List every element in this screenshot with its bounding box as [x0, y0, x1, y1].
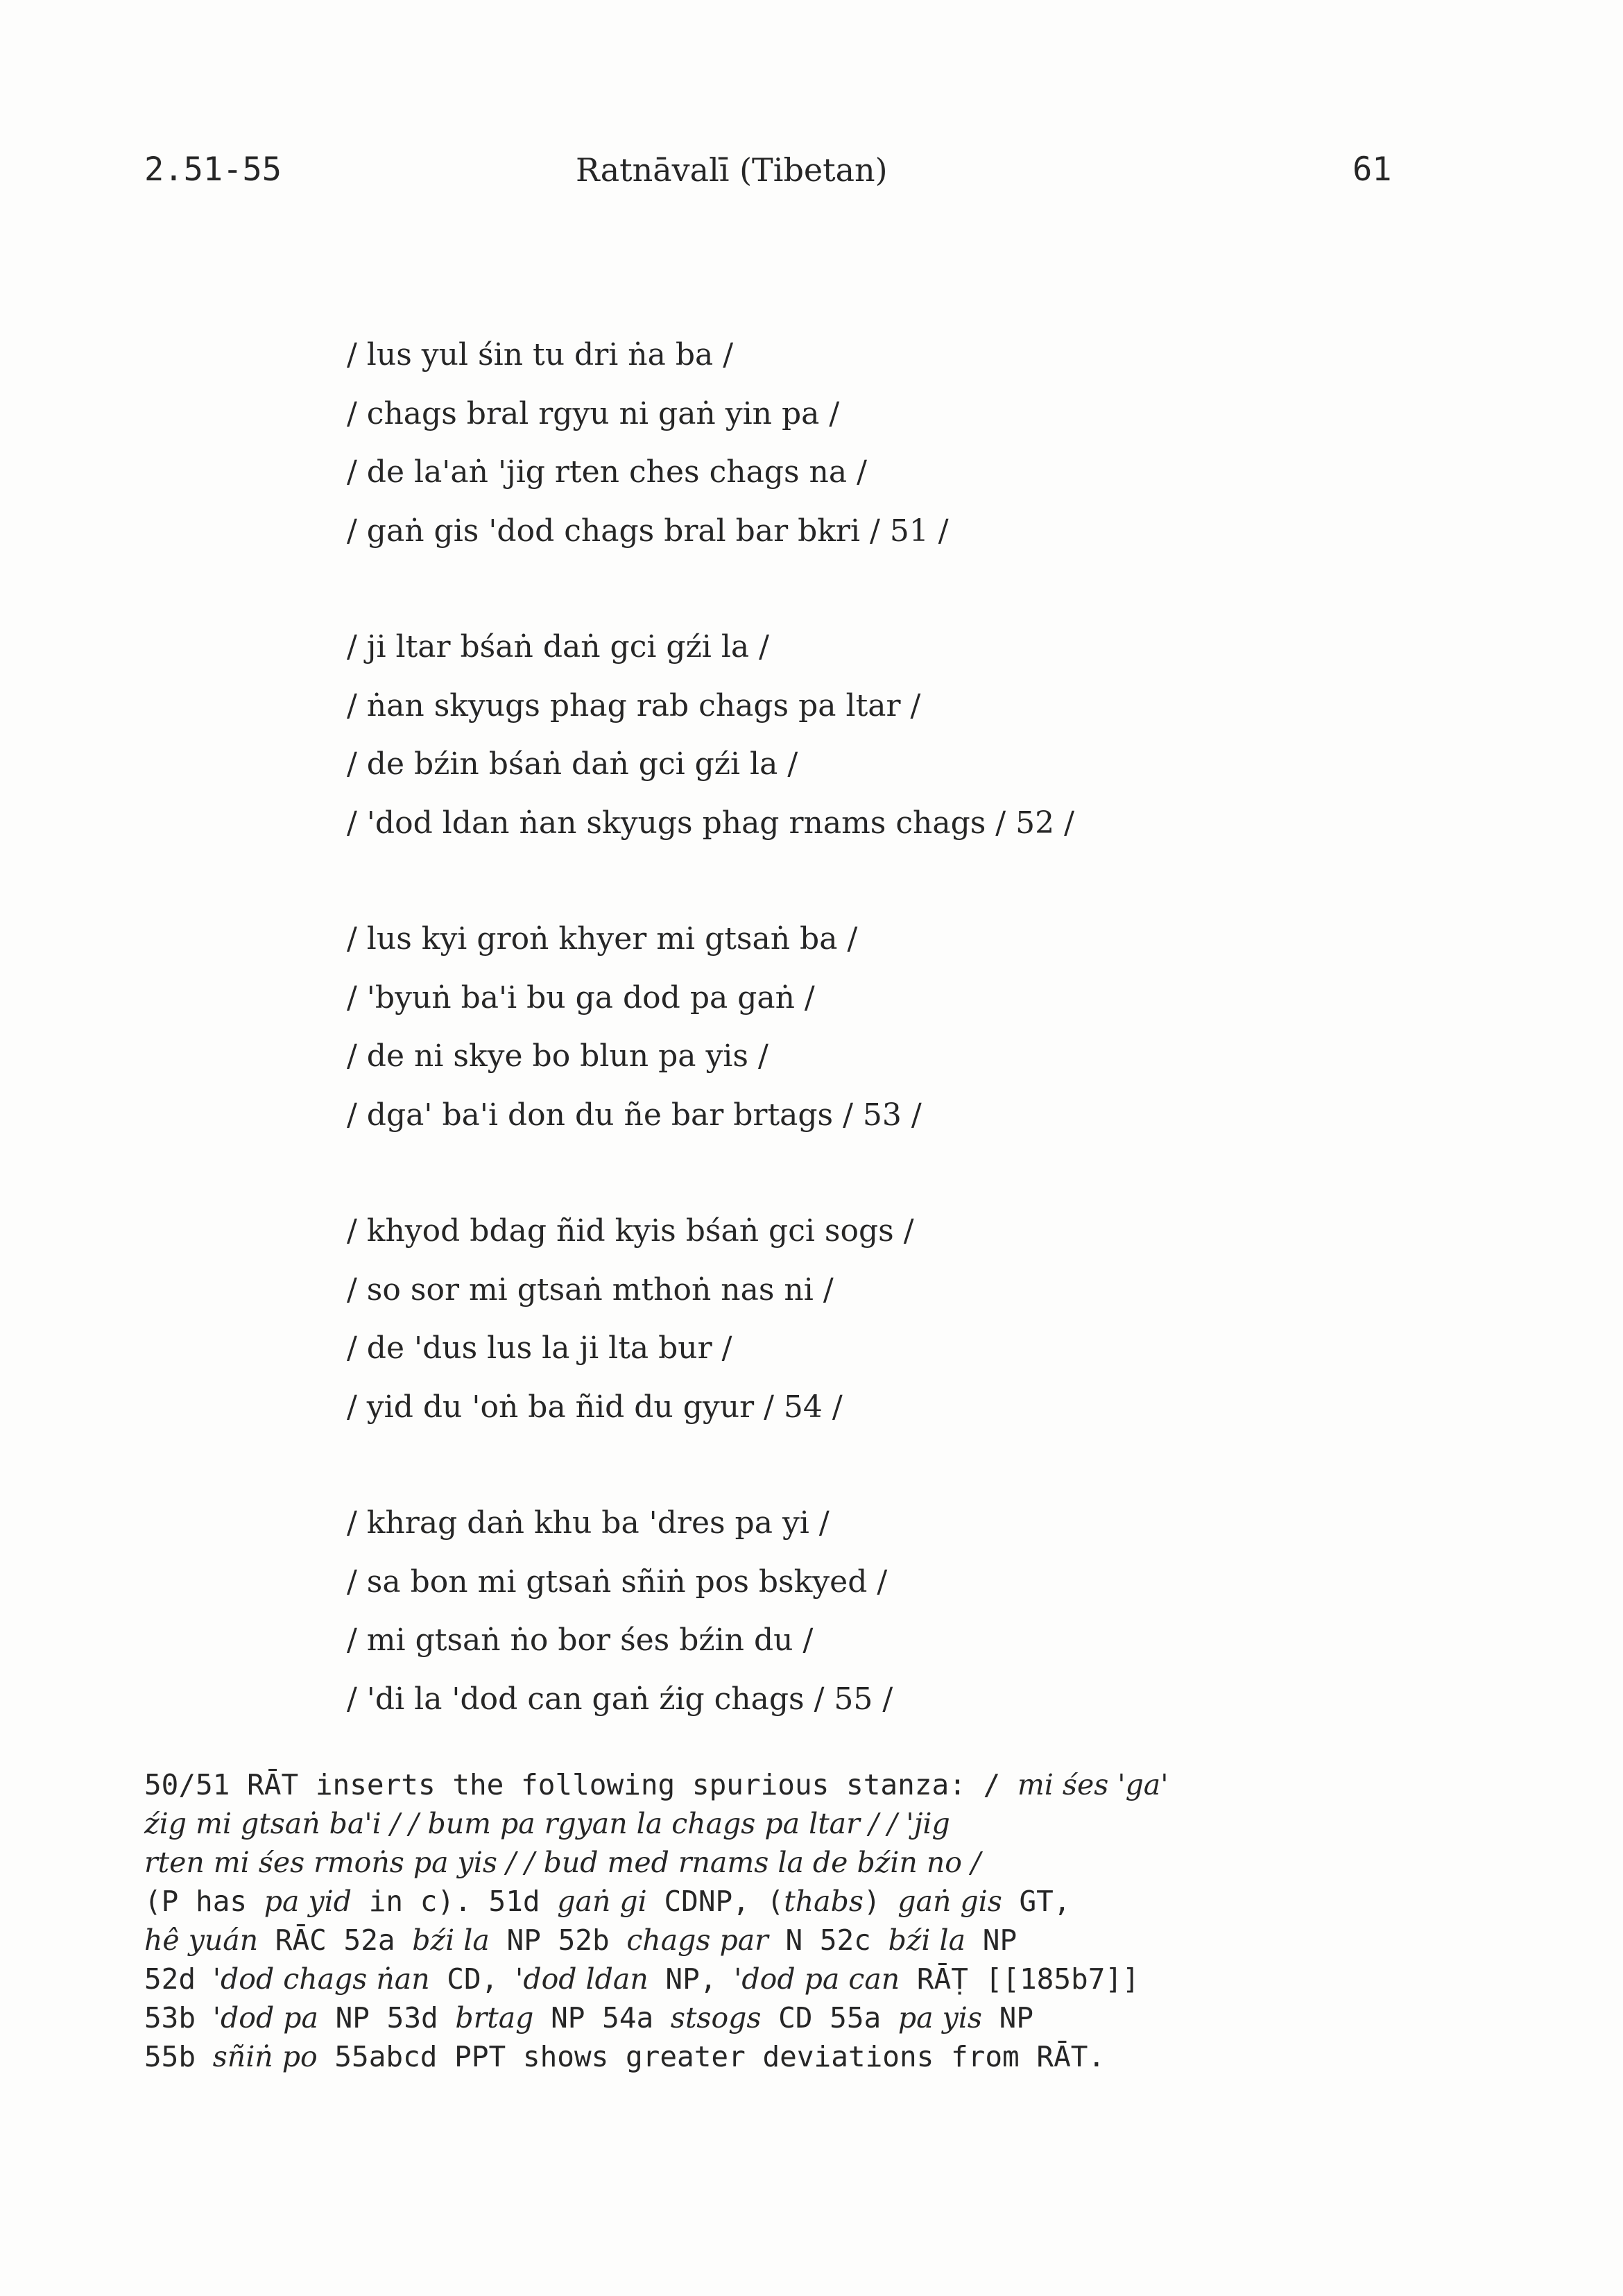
verse-line: / 'byuṅ ba'i bu ga dod pa gaṅ /: [347, 979, 815, 1016]
note-variant: źig mi gtsaṅ ba'i / / bum pa rgyan la chags pa ltar / / 'jig: [144, 1807, 950, 1840]
note-text: NP 52b: [489, 1924, 627, 1957]
note-text: NP: [981, 2001, 1034, 2034]
verse-line: / lus kyi groṅ khyer mi gtsaṅ ba /: [347, 921, 858, 957]
stanza-53: [347, 910, 1526, 1145]
verse-line: / de bźin bśaṅ daṅ gci gźi la /: [347, 746, 798, 782]
note-text: NP: [965, 1924, 1017, 1957]
verse-line: / khyod bdag ñid kyis bśaṅ gci sogs /: [347, 1213, 914, 1249]
section-range: 2.51-55: [144, 151, 282, 189]
note-text: CD 55a: [761, 2001, 898, 2034]
note-text: 50/51 RĀT inserts the following spurious stanza: /: [144, 1768, 1017, 1801]
note-text: 53b: [144, 2001, 213, 2034]
verse-line: / ṅan skyugs phag rab chags pa ltar /: [347, 687, 921, 723]
note-variant: 'dod pa: [212, 2001, 318, 2034]
verse-line: / sa bon mi gtsaṅ sñiṅ pos bskyed /: [347, 1563, 888, 1600]
apparatus-line: [144, 1921, 1476, 1960]
apparatus-line: [144, 1882, 1476, 1921]
note-variant: hê yuán: [144, 1924, 259, 1957]
note-variant: rten mi śes rmoṅs pa yis / / bud med rnams la de bźin no /: [144, 1846, 981, 1879]
stanza-51: [347, 326, 1526, 560]
verse-line: / dga' ba'i don du ñe bar brtags / 53 /: [347, 1097, 922, 1133]
note-variant: mi śes 'ga': [1017, 1768, 1169, 1801]
note-text: in c). 51d: [352, 1885, 558, 1918]
note-text: NP 53d: [318, 2001, 456, 2034]
note-text: RĀṬ [[185b7]]: [900, 1962, 1140, 1996]
note-variant: pa yis: [898, 2001, 982, 2034]
note-variant: bźi la: [888, 1924, 966, 1957]
note-text: CDNP, (: [646, 1885, 784, 1918]
apparatus-line: [144, 2037, 1476, 2076]
verse-line: / de 'dus lus la ji lta bur /: [347, 1330, 732, 1366]
note-variant: chags par: [626, 1924, 768, 1957]
verse-line: / mi gtsaṅ ṅo bor śes bźin du /: [347, 1622, 814, 1658]
verse-line: / gaṅ gis 'dod chags bral bar bkri / 51 /: [347, 513, 949, 549]
note-text: RĀC 52a: [258, 1924, 413, 1957]
note-text: NP,: [648, 1962, 735, 1996]
verse-line: / lus yul śin tu dri ṅa ba /: [347, 337, 734, 372]
stanza-52: [347, 618, 1526, 853]
note-variant: thabs: [784, 1885, 864, 1918]
note-text: CD,: [429, 1962, 516, 1996]
verse-line: / so sor mi gtsaṅ mthoṅ nas ni /: [347, 1271, 834, 1308]
apparatus-line: [144, 1765, 1476, 1804]
note-text: ): [863, 1885, 898, 1918]
note-text: 55abcd PPT shows greater deviations from RĀT.: [317, 2040, 1106, 2073]
note-variant: 'dod pa can: [734, 1962, 900, 1996]
verse-block: [347, 326, 1526, 1786]
verse-line: / chags bral rgyu ni gaṅ yin pa /: [347, 395, 840, 431]
note-text: 55b: [144, 2040, 213, 2073]
verse-line: / ji ltar bśaṅ daṅ gci gźi la /: [347, 629, 769, 665]
stanza-54: [347, 1202, 1526, 1437]
note-variant: sñiṅ po: [212, 2040, 318, 2073]
verse-line: / 'di la 'dod can gaṅ źig chags / 55 /: [347, 1681, 893, 1717]
apparatus-line: [144, 1998, 1476, 2037]
note-variant: gaṅ gis: [898, 1885, 1002, 1918]
note-text: GT,: [1002, 1885, 1071, 1918]
running-title: Ratnāvalī (Tibetan): [576, 151, 888, 189]
note-text: NP 54a: [533, 2001, 671, 2034]
verse-line: / yid du 'oṅ ba ñid du gyur / 54 /: [347, 1389, 843, 1425]
note-variant: 'dod chags ṅan: [212, 1962, 430, 1996]
note-variant: bźi la: [412, 1924, 490, 1957]
verse-line: / de la'aṅ 'jig rten ches chags na /: [347, 454, 867, 490]
apparatus-line: [144, 1804, 1476, 1843]
page-number: 61: [1352, 151, 1392, 189]
note-text: (P has: [144, 1885, 264, 1918]
apparatus-line: [144, 1960, 1476, 1998]
stanza-55: [347, 1494, 1526, 1729]
note-variant: gaṅ gi: [557, 1885, 647, 1918]
note-variant: 'dod ldan: [515, 1962, 649, 1996]
note-variant: pa yid: [264, 1885, 352, 1918]
apparatus-line: [144, 1843, 1476, 1882]
note-variant: brtag: [455, 2001, 534, 2034]
verse-line: / khrag daṅ khu ba 'dres pa yi /: [347, 1505, 830, 1541]
critical-apparatus: [144, 1765, 1476, 2076]
note-text: N 52c: [768, 1924, 888, 1957]
verse-line: / de ni skye bo blun pa yis /: [347, 1038, 768, 1074]
verse-line: / 'dod ldan ṅan skyugs phag rnams chags / 52 /: [347, 805, 1074, 841]
note-text: 52d: [144, 1962, 213, 1996]
note-variant: stsogs: [670, 2001, 762, 2034]
